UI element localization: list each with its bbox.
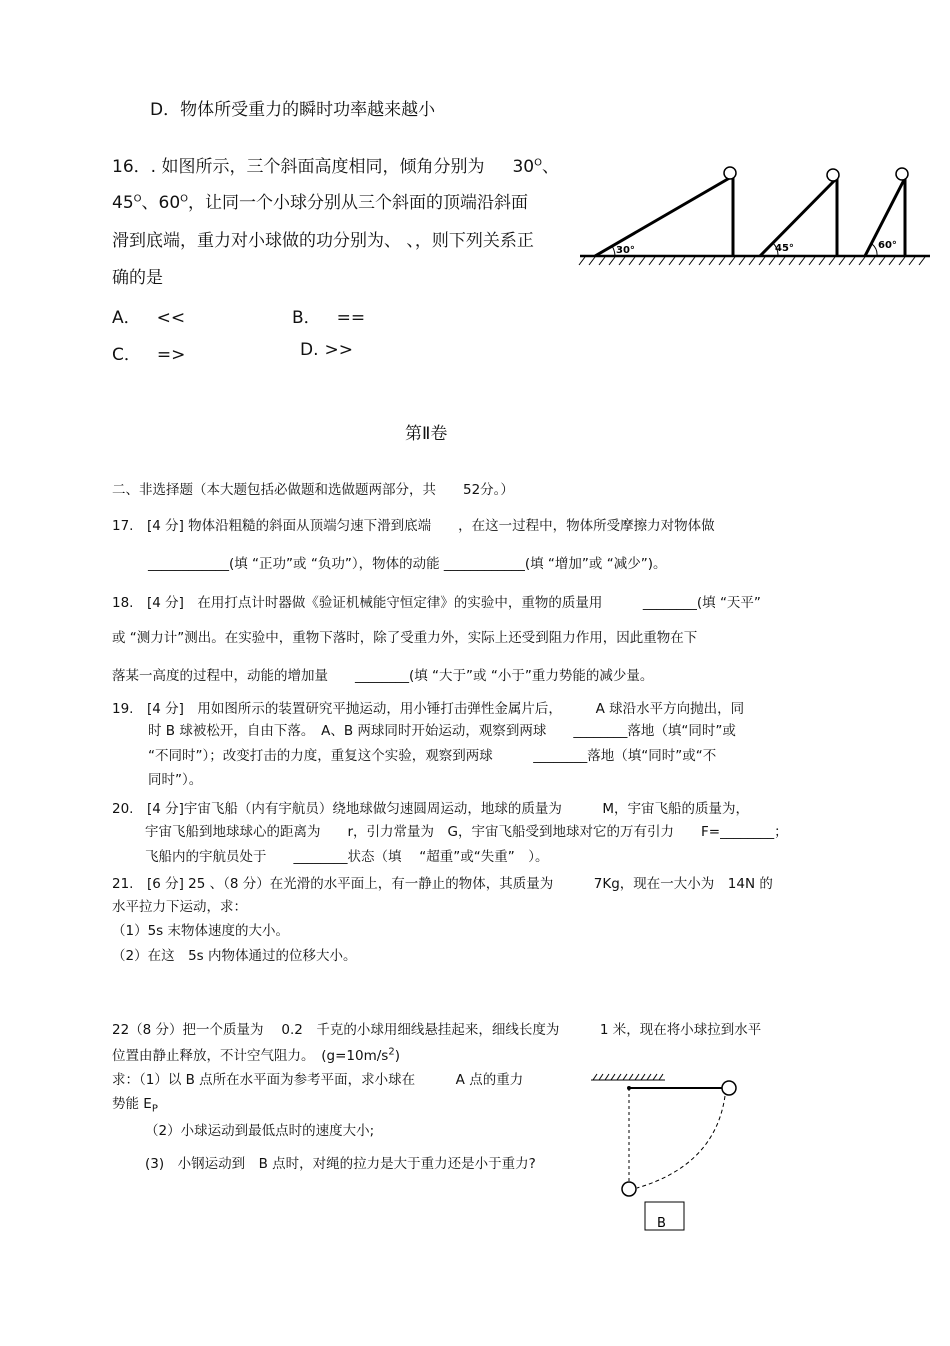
- q16-option-b[interactable]: [292, 303, 365, 328]
- q19-line4: 同时”）。: [148, 772, 203, 788]
- angle-30-label: 30°: [616, 245, 635, 256]
- incline-30: [595, 167, 736, 256]
- ball-30: [724, 167, 736, 179]
- q15-option-d: D．物体所受重力的瞬时功率越来越小: [150, 100, 436, 120]
- q22-line2-pre: 位置由静止释放，不计空气阻力。 (g=10m/s: [112, 1048, 389, 1064]
- q22-line2-sup: 2: [388, 1046, 395, 1058]
- q22-line6: (3) 小钢运动到 B 点时，对绳的拉力是大于重力还是小于重力?: [145, 1156, 536, 1172]
- part2-header: 二、非选择题（本大题包括必做题和选做题两部分，共 52分。）: [112, 482, 514, 498]
- q16-option-d[interactable]: [300, 340, 353, 360]
- q22-line2: [112, 1044, 400, 1064]
- q20-line1: 20. [4 分]宇宙飞船（内有宇航员）绕地球做匀速圆周运动，地球的质量为 M，宇宙飞船的质量为，: [112, 801, 750, 817]
- ball-b: [622, 1182, 636, 1196]
- angle-60-label: 60°: [878, 240, 897, 251]
- q17-line1: 17. [4 分] 物体沿粗糙的斜面从顶端匀速下滑到底端 ，在这一过程中，物体所受摩擦力对物体做: [112, 518, 715, 534]
- section-title: 第Ⅱ卷: [405, 424, 448, 444]
- q22-line3: 求：（1）以 B 点所在水平面为参考平面，求小球在 A 点的重力: [112, 1072, 524, 1088]
- q16-option-a[interactable]: [112, 303, 185, 328]
- q16-option-d-text: >>: [324, 340, 353, 360]
- q16-deg30: 30: [512, 157, 535, 177]
- q16-option-c-label: C．: [112, 345, 141, 365]
- angle-45-label: 45°: [775, 243, 794, 254]
- q16-line4: 确的是: [112, 268, 163, 288]
- q21-line4: （2）在这 5s 内物体通过的位移大小。: [112, 948, 357, 964]
- q18-line3: 落某一高度的过程中，动能的增加量 ________(填 “大于”或 “小于”重力势能的减少量。: [112, 668, 654, 684]
- q18-line1: 18. [4 分] 在用打点计时器做《验证机械能守恒定律》的实验中，重物的质量用 ________(填 “天平”: [112, 595, 761, 611]
- ball-60: [896, 168, 908, 180]
- ball-a: [722, 1081, 736, 1095]
- q22-line1: 22（8 分）把一个质量为 0.2 千克的小球用细线悬挂起来，细线长度为 1 米，现在将小球拉到水平: [112, 1022, 762, 1038]
- pendulum-figure: [585, 1070, 755, 1235]
- ball-45: [827, 169, 839, 181]
- inclined-planes-figure: [575, 160, 935, 270]
- q21-line3: （1）5s 末物体速度的大小。: [112, 923, 290, 939]
- q16-deg-sep1: 、: [541, 157, 559, 177]
- q22-line4: [112, 1092, 158, 1115]
- q21-line2: 水平拉力下运动，求：: [112, 899, 247, 915]
- q20-line3: 飞船内的宇航员处于 ________状态（填 “超重”或“失重” ）。: [145, 849, 549, 865]
- q17-line2: ____________(填 “正功”或 “负功”），物体的动能 ____________(填 “增加”或 “减少”)。: [148, 556, 667, 572]
- q22-line4-sub: P: [151, 1103, 158, 1115]
- incline-60: [865, 168, 908, 256]
- incline-45: [760, 169, 839, 256]
- q18-line2: 或 “测力计”测出。在实验中，重物下落时，除了受重力外，实际上还受到阻力作用，因此重物在下: [112, 630, 698, 646]
- q19-line3: “不同时”）；改变打击的力度，重复这个实验，观察到两球 ________落地（填“同时”或“不: [148, 748, 717, 764]
- q16-option-d-label: D.: [300, 340, 319, 360]
- q19-line1: 19. [4 分] 用如图所示的装置研究平抛运动，用小锤打击弹性金属片后， A 球沿水平方向抛出，同: [112, 701, 745, 717]
- q16-option-c[interactable]: [112, 340, 185, 365]
- q16-line2-rest: ，让同一个小球分别从三个斜面的顶端沿斜面: [188, 193, 529, 213]
- q16-deg45: 45: [112, 193, 134, 213]
- q16-line1: 16．. 如图所示，三个斜面高度相同，倾角分别为 $30^O$、: [112, 157, 559, 177]
- q16-option-a-label: A．: [112, 308, 141, 328]
- swing-path: [637, 1096, 725, 1188]
- label-b: B: [657, 1216, 666, 1231]
- q16-deg-sep2: 、60: [141, 193, 181, 213]
- q16-line2: $45^O$、$60^O$，让同一个小球分别从三个斜面的顶端沿斜面: [112, 193, 529, 213]
- q16-option-b-label: B．: [292, 308, 321, 328]
- q16-option-b-text: ==: [336, 308, 366, 328]
- q22-line4-pre: 势能 E: [112, 1096, 152, 1112]
- q22-line5: （2）小球运动到最低点时的速度大小;: [145, 1123, 375, 1139]
- q16-line1-text: 16．. 如图所示，三个斜面高度相同，倾角分别为: [112, 157, 485, 177]
- q21-line1: 21. [6 分] 25 、（8 分）在光滑的水平面上，有一静止的物体，其质量为 7Kg，现在一大小为 14N 的: [112, 876, 773, 892]
- q20-line2: 宇宙飞船到地球球心的距离为 r，引力常量为 G，宇宙飞船受到地球对它的万有引力 F=________；: [145, 824, 788, 840]
- q16-option-a-text: <<: [156, 308, 186, 328]
- q19-line2: 时 B 球被松开，自由下落。 A、B 两球同时开始运动，观察到两球 ________落地（填“同时”或: [148, 723, 736, 739]
- q22-line2-post: ): [394, 1048, 400, 1064]
- q16-option-c-text: =>: [156, 345, 186, 365]
- q16-line3: 滑到底端，重力对小球做的功分别为、 、，则下列关系正: [112, 231, 534, 251]
